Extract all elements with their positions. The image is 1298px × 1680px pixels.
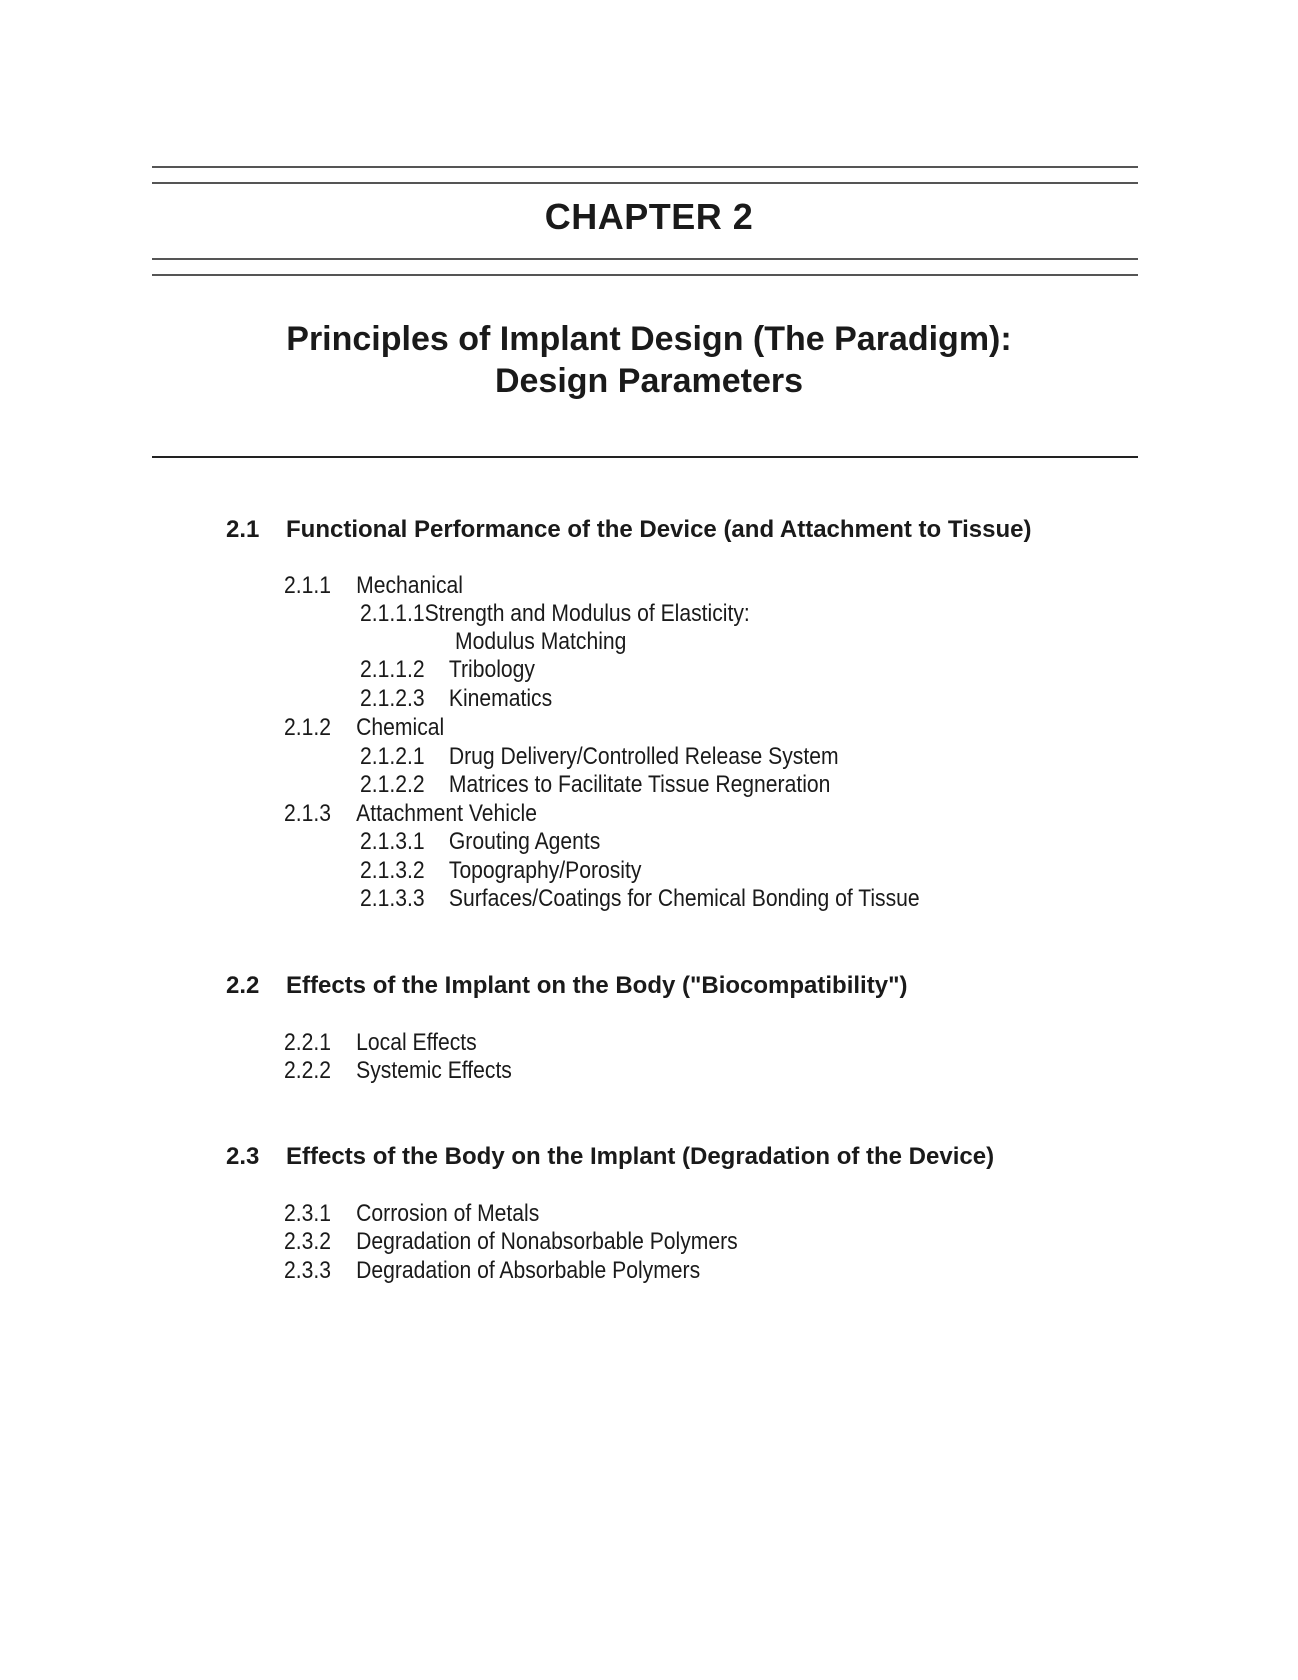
entry-number: 2.1.3.3 [360,885,425,912]
entry-number: 2.1.3.2 [360,857,425,884]
toc-entry-2-1-2-3 [360,685,552,713]
entry-number: 2.3.1 [284,1200,331,1227]
section-number: 2.3 [226,1143,260,1170]
chapter-rule-2 [152,274,1138,276]
entry-title: Corrosion of Metals [356,1200,540,1227]
entry-title: Kinematics [448,685,553,712]
top-rule-1 [152,166,1138,168]
entry-number: 2.1.2.1 [360,743,425,770]
toc-entry-2-3-3 [284,1257,700,1285]
toc-entry-2-1-2-1 [360,743,839,771]
entry-title: Grouting Agents [448,828,601,855]
section-number: 2.1 [226,516,260,543]
entry-title: Local Effects [356,1029,477,1056]
entry-number: 2.1.1 [284,572,331,599]
title-underline-rule [152,456,1138,458]
entry-number: 2.2.2 [284,1057,331,1084]
top-rule-2 [152,182,1138,184]
entry-number: 2.1.1.2 [360,656,425,683]
toc-entry-2-1-3 [284,800,537,828]
entry-title: Mechanical [356,572,463,599]
section-heading-2-1 [226,516,1031,544]
chapter-title-line-2: Design Parameters [494,362,804,400]
toc-entry-2-2-2 [284,1057,512,1085]
section-number: 2.2 [226,972,260,999]
entry-title: Matrices to Facilitate Tissue Regneration [448,771,831,798]
section-title: Functional Performance of the Device (and Attachment to Tissue) [286,516,1032,543]
entry-number: 2.1.1.1 [360,600,425,627]
entry-title: Surfaces/Coatings for Chemical Bonding of Tissue [448,885,920,912]
toc-entry-2-1-1 [284,572,463,600]
toc-entry-2-1-3-1 [360,828,600,856]
entry-number: 2.2.1 [284,1029,331,1056]
entry-number: 2.1.2.2 [360,771,425,798]
entry-number: 2.1.3.1 [360,828,425,855]
toc-entry-2-1-1-1-continuation: Modulus Matching [455,628,627,655]
toc-entry-2-1-3-2 [360,857,641,885]
section-title: Effects of the Body on the Implant (Degradation of the Device) [286,1143,995,1170]
entry-title: Degradation of Nonabsorbable Polymers [356,1228,738,1255]
entry-number: 2.3.3 [284,1257,331,1284]
entry-number: 2.1.3 [284,800,331,827]
toc-entry-2-3-2 [284,1228,738,1256]
entry-title: Chemical [356,714,445,741]
entry-title: Attachment Vehicle [356,800,537,827]
entry-title: Systemic Effects [356,1057,512,1084]
entry-number: 2.1.2.3 [360,685,425,712]
section-heading-2-2 [226,972,907,1000]
entry-number: 2.3.2 [284,1228,331,1255]
entry-title: Topography/Porosity [448,857,642,884]
entry-title: Strength and Modulus of Elasticity: [424,600,750,627]
toc-entry-2-2-1 [284,1029,477,1057]
chapter-rule-1 [152,258,1138,260]
section-title: Effects of the Implant on the Body ("Biocompatibility") [286,972,908,999]
toc-entry-2-1-1-1 [360,600,750,628]
chapter-label: CHAPTER 2 [544,196,754,237]
entry-title: Tribology [448,656,535,683]
toc-entry-2-1-3-3 [360,885,920,913]
entry-title: Degradation of Absorbable Polymers [356,1257,701,1284]
section-heading-2-3 [226,1143,994,1171]
entry-title: Drug Delivery/Controlled Release System [448,743,839,770]
toc-entry-2-1-2 [284,714,444,742]
toc-entry-2-1-1-2 [360,656,535,684]
entry-number: 2.1.2 [284,714,331,741]
chapter-title-line-1: Principles of Implant Design (The Paradigm): [286,320,1012,358]
toc-entry-2-3-1 [284,1200,539,1228]
toc-entry-2-1-2-2 [360,771,830,799]
